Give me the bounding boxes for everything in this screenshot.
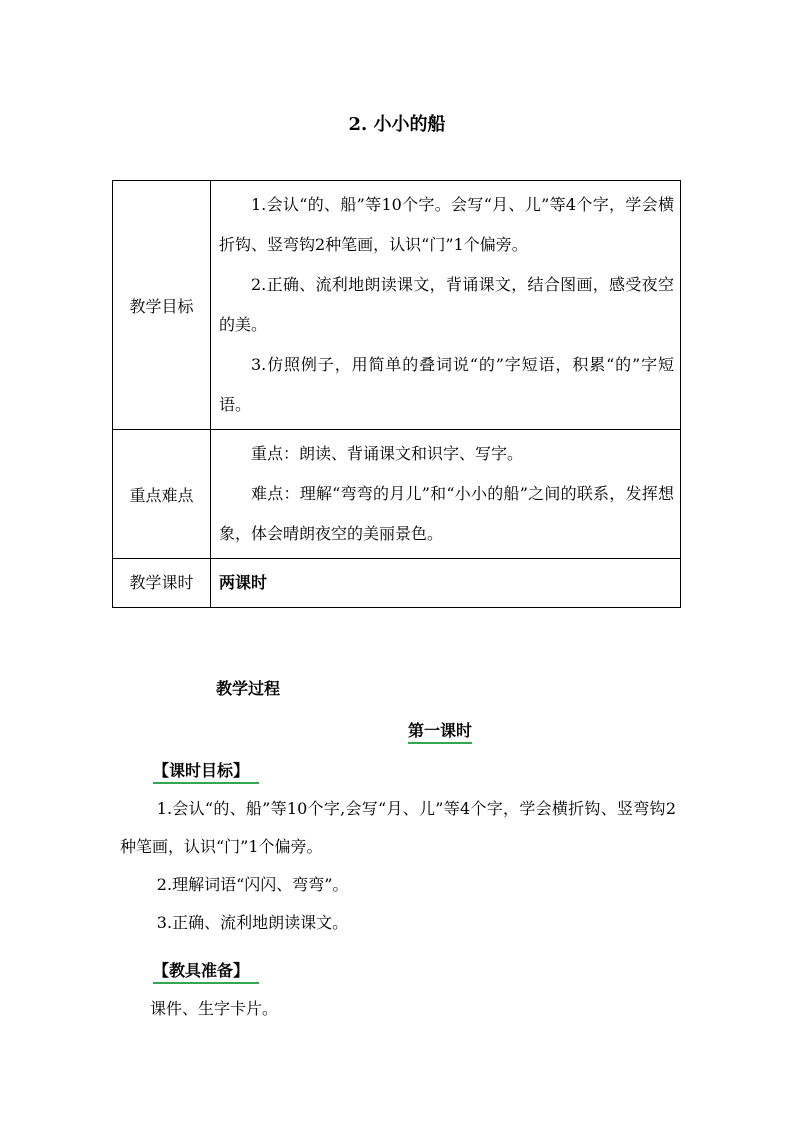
table-row-goals <box>113 181 681 430</box>
difficulty-item: 难点：理解“弯弯的月儿”和“小小的船”之间的联系，发挥想象，体会晴朗夜空的美丽景色。 <box>219 484 674 543</box>
hours-value: 两课时 <box>219 573 268 592</box>
objective-item-1: 1.会认“的、船”等10个字,会写“月、儿”等4个字，学会横折钩、竖弯钩2种笔画，认识“门”1个偏旁。 <box>120 799 676 856</box>
objectives-list <box>120 790 676 942</box>
materials-text-block <box>150 990 670 1028</box>
lesson-plan-table <box>112 180 681 608</box>
key-points-content <box>211 430 681 559</box>
key-point-item: 重点：朗读、背诵课文和识字、写字。 <box>251 444 524 463</box>
objectives-heading: 【课时目标】 <box>153 758 259 784</box>
goal-item-2: 2.正确、流利地朗读课文，背诵课文，结合图画，感受夜空的美。 <box>219 275 674 334</box>
table-row-key-points <box>113 430 681 559</box>
key-points-label: 重点难点 <box>113 430 211 559</box>
process-heading: 教学过程 <box>216 679 281 698</box>
page-title: 2. 小小的船 <box>348 114 446 135</box>
lesson-heading: 第一课时 <box>408 718 472 744</box>
goal-item-1: 1.会认“的、船”等10个字。会写“月、儿”等4个字，学会横折钩、竖弯钩2种笔画，认识“门”1个偏旁。 <box>219 195 674 254</box>
objective-item-3: 3.正确、流利地朗读课文。 <box>156 913 349 932</box>
goal-item-3: 3.仿照例子，用简单的叠词说“的”字短语，积累“的”字短语。 <box>219 355 674 414</box>
materials-text: 课件、生字卡片。 <box>150 999 279 1018</box>
hours-value-cell <box>211 559 681 608</box>
goals-label: 教学目标 <box>113 181 211 430</box>
table-row-hours <box>113 559 681 608</box>
objective-item-2: 2.理解词语“闪闪、弯弯”。 <box>156 875 349 894</box>
goals-content <box>211 181 681 430</box>
hours-label: 教学课时 <box>113 559 211 608</box>
materials-heading: 【教具准备】 <box>153 958 259 984</box>
